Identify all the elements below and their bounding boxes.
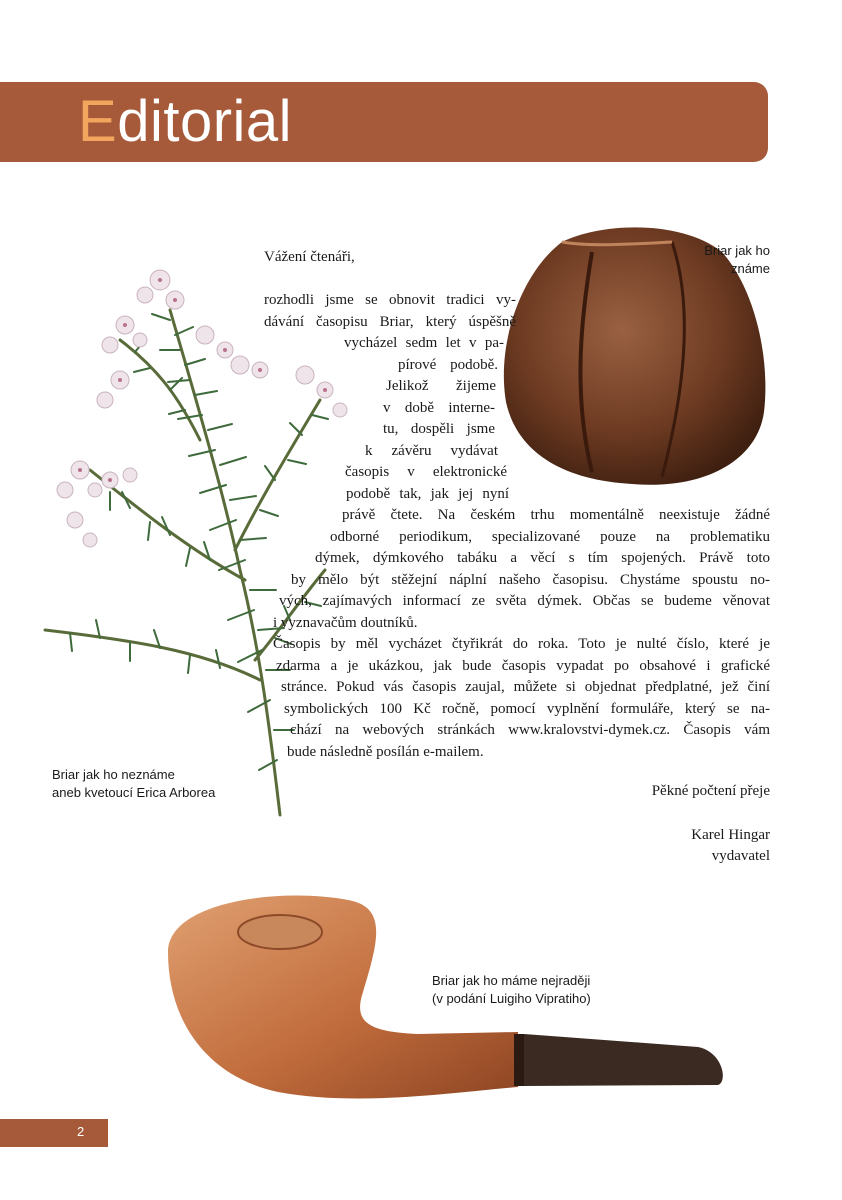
plant-caption-line: Briar jak ho neznáme xyxy=(52,767,175,782)
letter-line: by mělo být stěžejní náplní našeho časopisu. Chystáme spoustu no- xyxy=(291,571,770,588)
plant-caption-line: aneb kvetoucí Erica Arborea xyxy=(52,785,216,800)
page-number: 2 xyxy=(77,1124,85,1139)
author-role: vydavatel xyxy=(711,848,770,864)
letter-line: časopis v elektronické xyxy=(345,464,507,480)
pipe-caption-line: Briar jak ho máme nejraději xyxy=(432,973,591,988)
page-number-bar xyxy=(0,1119,108,1147)
pipe-caption xyxy=(432,972,652,1008)
letter-line: k závěru vydávat xyxy=(365,442,498,459)
burl-caption-line: Briar jak ho xyxy=(704,243,770,258)
title-first-letter: E xyxy=(78,89,118,154)
letter-line: odborné periodikum, specializované pouze na problematiku xyxy=(330,528,770,545)
letter-closing: Pěkné počtení přeje xyxy=(651,783,770,799)
plant-caption xyxy=(52,766,272,802)
letter-line: tu, dospěli jsme xyxy=(383,421,495,437)
author-name: Karel Hingar xyxy=(691,827,770,843)
title-rest: ditorial xyxy=(117,89,293,154)
letter-line: symbolických 100 Kč ročně, pomocí vyplnění formuláře, který se na- xyxy=(284,700,770,717)
letter-line: dýmek, dýmkového tabáku a věcí s tím spojených. Právě toto xyxy=(315,550,770,566)
letter-line: chází na webových stránkách www.kralovstvi-dymek.cz. Časopis vám xyxy=(290,722,770,738)
letter-line: zdarma a je ukázkou, jak bude časopis vypadat po obsahové i grafické xyxy=(276,657,770,674)
letter-line: vých, zajímavých informací ze světa dýmek. Občas se budeme věnovat xyxy=(279,593,770,609)
letter-line: podobě tak, jak jej nyní xyxy=(346,485,509,502)
letter-line: Jelikož žijeme xyxy=(386,378,496,394)
burl-caption xyxy=(640,242,770,278)
letter-line: Časopis by měl vycházet čtyřikrát do roka. Toto je nulté číslo, které je xyxy=(273,636,770,652)
page-title xyxy=(78,86,292,158)
pipe-caption-line: (v podání Luigiho Vipratiho) xyxy=(432,991,591,1006)
letter-line: pírové podobě. xyxy=(398,356,498,373)
letter-line: dávání časopisu Briar, který úspěšně xyxy=(264,313,516,330)
letter-line: v době interne- xyxy=(383,399,495,416)
letter-greeting: Vážení čtenáři, xyxy=(264,249,355,265)
letter-line: vycházel sedm let v pa- xyxy=(344,335,504,351)
letter-line: právě čtete. Na českém trhu momentálně neexistuje žádné xyxy=(342,507,770,523)
burl-caption-line: známe xyxy=(730,261,770,276)
letter-line: bude následně posílán e-mailem. xyxy=(287,743,484,760)
letter-line: rozhodli jsme se obnovit tradici vy- xyxy=(264,292,516,308)
letter-line: i vyznavačům doutníků. xyxy=(273,614,418,631)
letter-line: stránce. Pokud vás časopis zaujal, můžete si objednat předplatné, jež činí xyxy=(281,679,770,695)
